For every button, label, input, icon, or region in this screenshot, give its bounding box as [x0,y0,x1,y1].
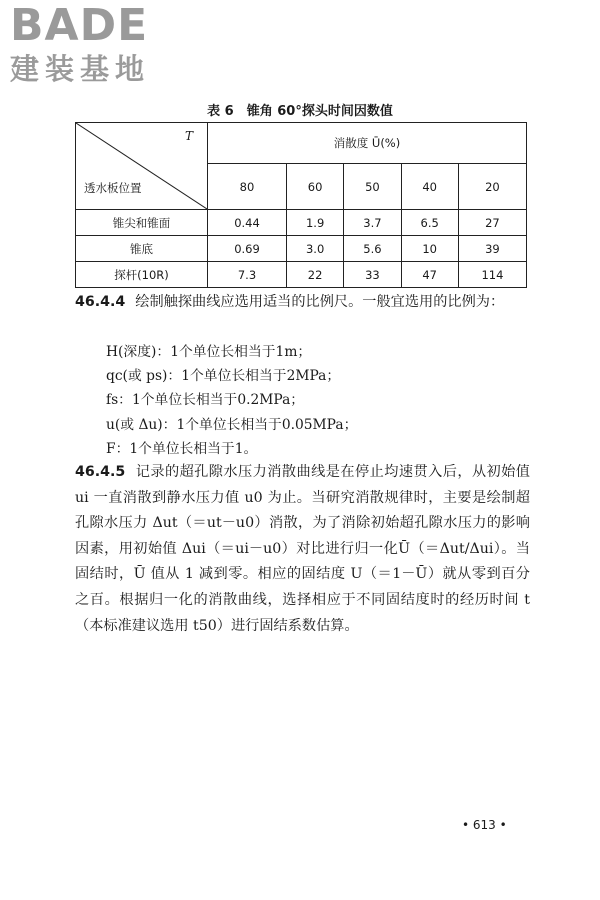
table-cell: 1.9 [286,210,343,236]
group-header-text: 消散度 Ū(%) [333,136,401,151]
table-cell: 7.3 [208,262,287,288]
list-item: qc(或 ps)：1个单位长相当于2MPa； [106,368,341,385]
table-caption: 表 6 锥角 60°探头时间因数值 [207,104,393,119]
row-label: 锥底 [76,236,208,262]
section-46-4-4 [75,290,530,316]
column-header: 40 [401,164,458,210]
table-row [76,262,527,288]
table-cell: 3.7 [344,210,401,236]
table-cell: 0.44 [208,210,287,236]
row-label: 探杆(10R) [76,262,208,288]
list-item: fs：1个单位长相当于0.2MPa； [106,392,305,409]
table-cell: 6.5 [401,210,458,236]
column-header: 20 [458,164,526,210]
table-cell: 22 [286,262,343,288]
table-cell: 114 [458,262,526,288]
corner-top-label: T [184,129,193,143]
table-cell: 47 [401,262,458,288]
column-header: 80 [208,164,287,210]
time-factor-table [75,122,527,288]
page-number: • 613 • [462,818,507,832]
list-item: u(或 Δu)：1个单位长相当于0.05MPa； [106,416,358,433]
corner-row-label: 透水板位置 [84,181,142,195]
table-cell: 27 [458,210,526,236]
table-cell: 39 [458,236,526,262]
section-text: 绘制触探曲线应选用适当的比例尺。一般宜选用的比例为： [135,294,505,310]
section-number: 46.4.4 [75,294,126,310]
table-cell: 5.6 [344,236,401,262]
logo [10,0,180,94]
column-header: 50 [344,164,401,210]
section-number: 46.4.5 [75,464,126,480]
group-header [208,123,527,164]
section-46-4-5 [75,460,530,639]
table-corner-cell [76,123,208,210]
column-header: 60 [286,164,343,210]
table-cell: 10 [401,236,458,262]
table-cell: 0.69 [208,236,287,262]
scale-list [106,340,357,461]
table-row [76,236,527,262]
list-item: F：1个单位长相当于1。 [106,440,258,457]
table-row [76,210,527,236]
row-label: 锥尖和锥面 [76,210,208,236]
table-cell: 33 [344,262,401,288]
table-cell: 3.0 [286,236,343,262]
list-item: H(深度)：1个单位长相当于1m； [106,344,312,360]
logo-subtitle: 建装基地 [10,52,151,86]
logo-wordmark: BADE [10,0,149,51]
section-text: 记录的超孔隙水压力消散曲线是在停止均速贯入后，从初始值 ui 一直消散到静水压力值 u0 为止。当研究消散规律时，主要是绘制超孔隙水压力 Δut（＝ut－u0）消散，为了消除初始超孔隙水压力的影响因素，用初始值 Δui（＝ui－u0）对比进行归一化Ū（＝Δut/Δui）。当固结时，Ū 值从 1 减到零。相应的固结度 U（＝1－Ū）就从零到百分之百。根据归一化的消散曲线，选择相应于不同固结度时的经历时间 t（本标准建议选用 t50）进行固结系数估算。 [75,464,530,634]
